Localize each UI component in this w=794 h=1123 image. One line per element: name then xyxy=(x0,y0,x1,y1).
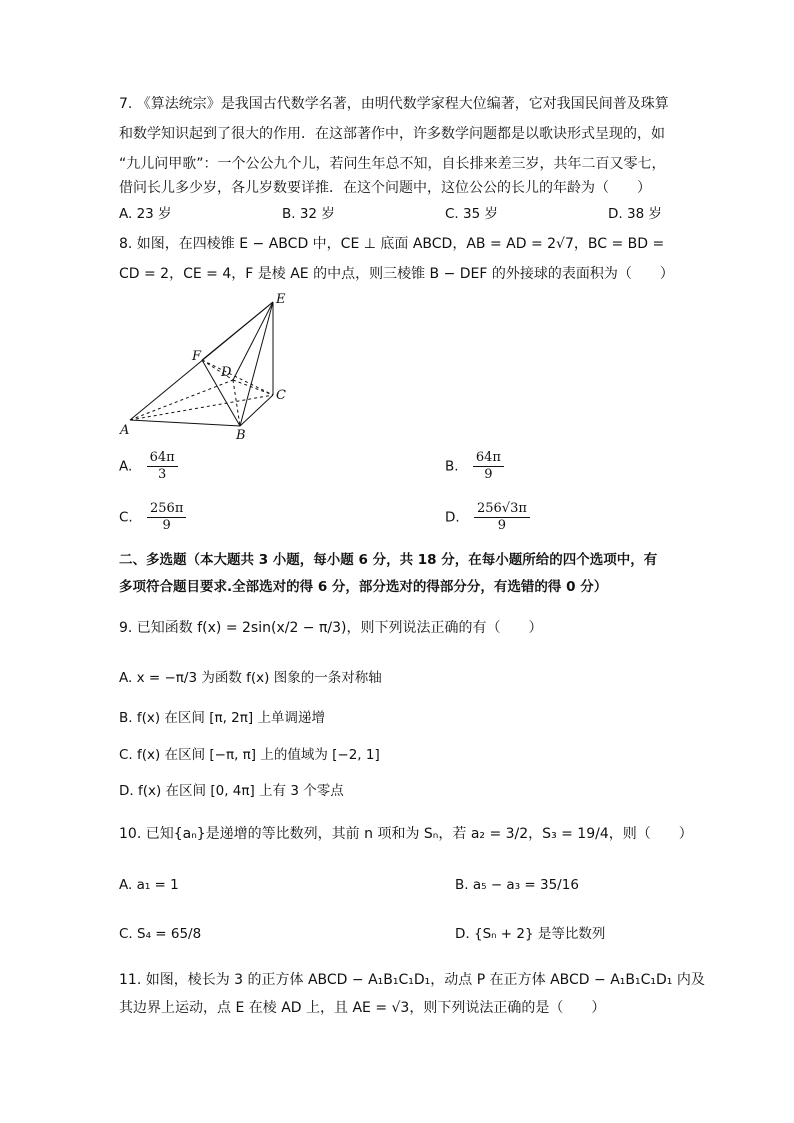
label-b: B xyxy=(236,428,246,442)
q8-option-c-letter: C. xyxy=(119,509,133,526)
q8-option-c-num: 256π xyxy=(147,501,186,518)
q9-option-a: A. x = −π/3 为函数 f(x) 图象的一条对称轴 xyxy=(119,670,382,686)
q8-option-c-den: 9 xyxy=(162,518,171,533)
q8-option-b-letter: B. xyxy=(445,458,459,475)
q8-option-b-fraction xyxy=(473,450,504,483)
q8-option-d xyxy=(445,501,532,534)
q8-option-d-letter: D. xyxy=(445,509,460,526)
label-c: C xyxy=(276,388,286,403)
q9-option-b: B. f(x) 在区间 [π, 2π] 上单调递增 xyxy=(119,710,325,726)
q8-option-b-den: 9 xyxy=(484,467,493,482)
label-a: A xyxy=(120,423,130,438)
label-e: E xyxy=(276,292,286,307)
q11-line-2: 其边界上运动，点 E 在棱 AD 上，且 AE = √3，则下列说法正确的是（ ） xyxy=(119,1000,606,1016)
q7-line-3: “九儿问甲歌”：一个公公九个儿，若问生年总不知，自长排来差三岁，共年二百又零七， xyxy=(119,156,666,172)
q8-option-b xyxy=(445,450,506,483)
q8-option-a-letter: A. xyxy=(119,458,133,475)
q7-option-a: A. 23 岁 xyxy=(119,206,172,222)
q7-option-c: C. 35 岁 xyxy=(445,206,498,222)
q10-option-a: A. a₁ = 1 xyxy=(119,877,179,893)
q10-stem: 10. 已知{aₙ}是递增的等比数列，其前 n 项和为 Sₙ，若 a₂ = 3/2，S₃ = 19/4，则（ ） xyxy=(119,826,693,842)
q8-option-a-num: 64π xyxy=(147,450,178,467)
q10-option-b: B. a₅ − a₃ = 35/16 xyxy=(455,877,579,893)
q8-option-b-num: 64π xyxy=(473,450,504,467)
q10-option-c: C. S₄ = 65/8 xyxy=(119,926,202,942)
label-f: F xyxy=(192,349,202,364)
q8-option-d-den: 9 xyxy=(497,518,507,533)
q7-option-d: D. 38 岁 xyxy=(608,206,662,222)
q9-option-c: C. f(x) 在区间 [−π, π] 上的值域为 [−2, 1] xyxy=(119,747,380,763)
label-d: D xyxy=(221,365,232,380)
q8-option-a-fraction xyxy=(147,450,178,483)
q9-stem: 9. 已知函数 f(x) = 2sin(x/2 − π/3)，则下列说法正确的有（ ） xyxy=(119,620,543,636)
q8-option-c xyxy=(119,501,188,534)
q7-line-1: 7. 《算法统宗》是我国古代数学名著，由明代数学家程大位编著，它对我国民间普及珠算 xyxy=(119,96,669,112)
q11-line-1: 11. 如图，棱长为 3 的正方体 ABCD − A₁B₁C₁D₁，动点 P 在正方体 ABCD − A₁B₁C₁D₁ 内及 xyxy=(119,972,705,988)
q10-option-d: D. {Sₙ + 2} 是等比数列 xyxy=(455,926,606,942)
q8-option-a xyxy=(119,450,180,483)
q8-option-d-num: 256√3π xyxy=(474,501,530,518)
q8-line-1: 8. 如图，在四棱锥 E − ABCD 中，CE ⊥ 底面 ABCD，AB = AD = 2√7，BC = BD = xyxy=(119,236,665,252)
section-2-heading-line-2: 多项符合题目要求.全部选对的得 6 分，部分选对的得部分分，有选错的得 0 分） xyxy=(119,579,608,595)
q8-line-2: CD = 2，CE = 4，F 是棱 AE 的中点，则三棱锥 B − DEF 的外接球的表面积为（ ） xyxy=(119,266,674,282)
pyramid-figure xyxy=(110,290,300,442)
q7-option-b: B. 32 岁 xyxy=(282,206,335,222)
q8-option-d-fraction xyxy=(474,501,530,534)
q8-option-a-den: 3 xyxy=(158,467,167,482)
q9-option-d: D. f(x) 在区间 [0, 4π] 上有 3 个零点 xyxy=(119,783,344,799)
q8-option-c-fraction xyxy=(147,501,186,534)
section-2-heading-line-1: 二、多选题（本大题共 3 小题，每小题 6 分，共 18 分，在每小题所给的四个选项中，有 xyxy=(119,552,658,568)
q7-line-2: 和数学知识起到了很大的作用．在这部著作中，许多数学问题都是以歌诀形式呈现的，如 xyxy=(119,126,665,142)
q7-line-4: 借问长儿多少岁，各儿岁数要详推．在这个问题中，这位公公的长儿的年龄为（ ） xyxy=(119,180,651,196)
